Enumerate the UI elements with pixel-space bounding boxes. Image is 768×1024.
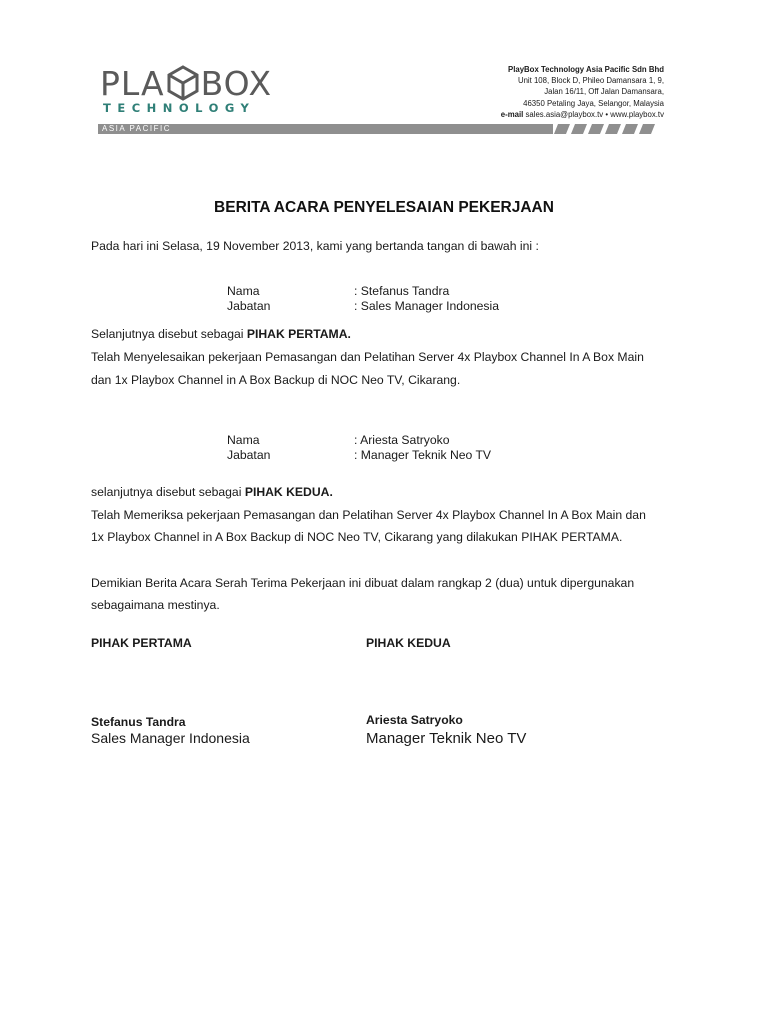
signature-name-left: Stefanus Tandra [91, 715, 186, 729]
party2-title-label: Jabatan [227, 448, 271, 462]
email-line [501, 109, 664, 120]
party1-desc-line2: dan 1x Playbox Channel in A Box Backup di NOC Neo TV, Cikarang. [91, 373, 461, 387]
party2-designation [91, 485, 333, 499]
party1-designation-prefix: Selanjutnya disebut sebagai [91, 327, 247, 341]
signature-title-left: Sales Manager Indonesia [91, 730, 250, 746]
signature-heading-right: PIHAK KEDUA [366, 636, 451, 650]
party1-name-value: : Stefanus Tandra [354, 284, 450, 298]
cube-icon [166, 65, 200, 101]
logo-subtitle: TECHNOLOGY [103, 101, 256, 115]
party1-title-label: Jabatan [227, 299, 271, 313]
party2-name-value: : Ariesta Satryoko [354, 433, 450, 447]
closing-line1: Demikian Berita Acara Serah Terima Pekerjaan ini dibuat dalam rangkap 2 (dua) untuk dipergunakan [91, 576, 635, 590]
email-value: sales.asia@playbox.tv • www.playbox.tv [525, 109, 664, 119]
email-label: e-mail [500, 109, 524, 119]
signature-heading-left: PIHAK PERTAMA [91, 636, 192, 650]
company-name: PlayBox Technology Asia Pacific Sdn Bhd [508, 65, 664, 74]
company-address [501, 64, 664, 120]
logo-word-right: BOX [200, 64, 273, 103]
closing-line2: sebagaimana mestinya. [91, 598, 220, 612]
party1-desc-line1: Telah Menyelesaikan pekerjaan Pemasangan dan Pelatihan Server 4x Playbox Channel In A Box Main [91, 350, 644, 364]
signature-title-right: Manager Teknik Neo TV [366, 730, 527, 747]
party1-designation [91, 327, 351, 341]
asia-pacific-label: ASIA PACIFIC [98, 124, 182, 134]
document-title: BERITA ACARA PENYELESAIAN PEKERJAAN [214, 199, 554, 216]
signature-name-right: Ariesta Satryoko [366, 713, 463, 727]
party2-designation-bold: PIHAK KEDUA. [244, 485, 333, 499]
address-line: 46350 Petaling Jaya, Selangor, Malaysia [523, 98, 664, 108]
party2-name-label: Nama [227, 433, 260, 447]
party1-title-value: : Sales Manager Indonesia [354, 299, 499, 313]
company-logo [100, 64, 300, 124]
header-divider-bar [98, 124, 663, 134]
logo-word-left: PLA [100, 64, 165, 103]
party2-desc-line2: 1x Playbox Channel in A Box Backup di NOC Neo TV, Cikarang yang dilakukan PIHAK PERTAMA. [91, 530, 623, 544]
intro-text: Pada hari ini Selasa, 19 November 2013, kami yang bertanda tangan di bawah ini : [91, 239, 539, 253]
address-line: Unit 108, Block D, Phileo Damansara 1, 9, [517, 76, 664, 86]
party1-designation-bold: PIHAK PERTAMA. [246, 327, 351, 341]
party2-desc-line1: Telah Memeriksa pekerjaan Pemasangan dan Pelatihan Server 4x Playbox Channel In A Box Main dan [91, 508, 646, 522]
party2-title-value: : Manager Teknik Neo TV [354, 448, 492, 462]
party2-designation-prefix: selanjutnya disebut sebagai [91, 485, 245, 499]
party1-name-label: Nama [227, 284, 260, 298]
address-line: Jalan 16/11, Off Jalan Damansara, [544, 87, 664, 97]
